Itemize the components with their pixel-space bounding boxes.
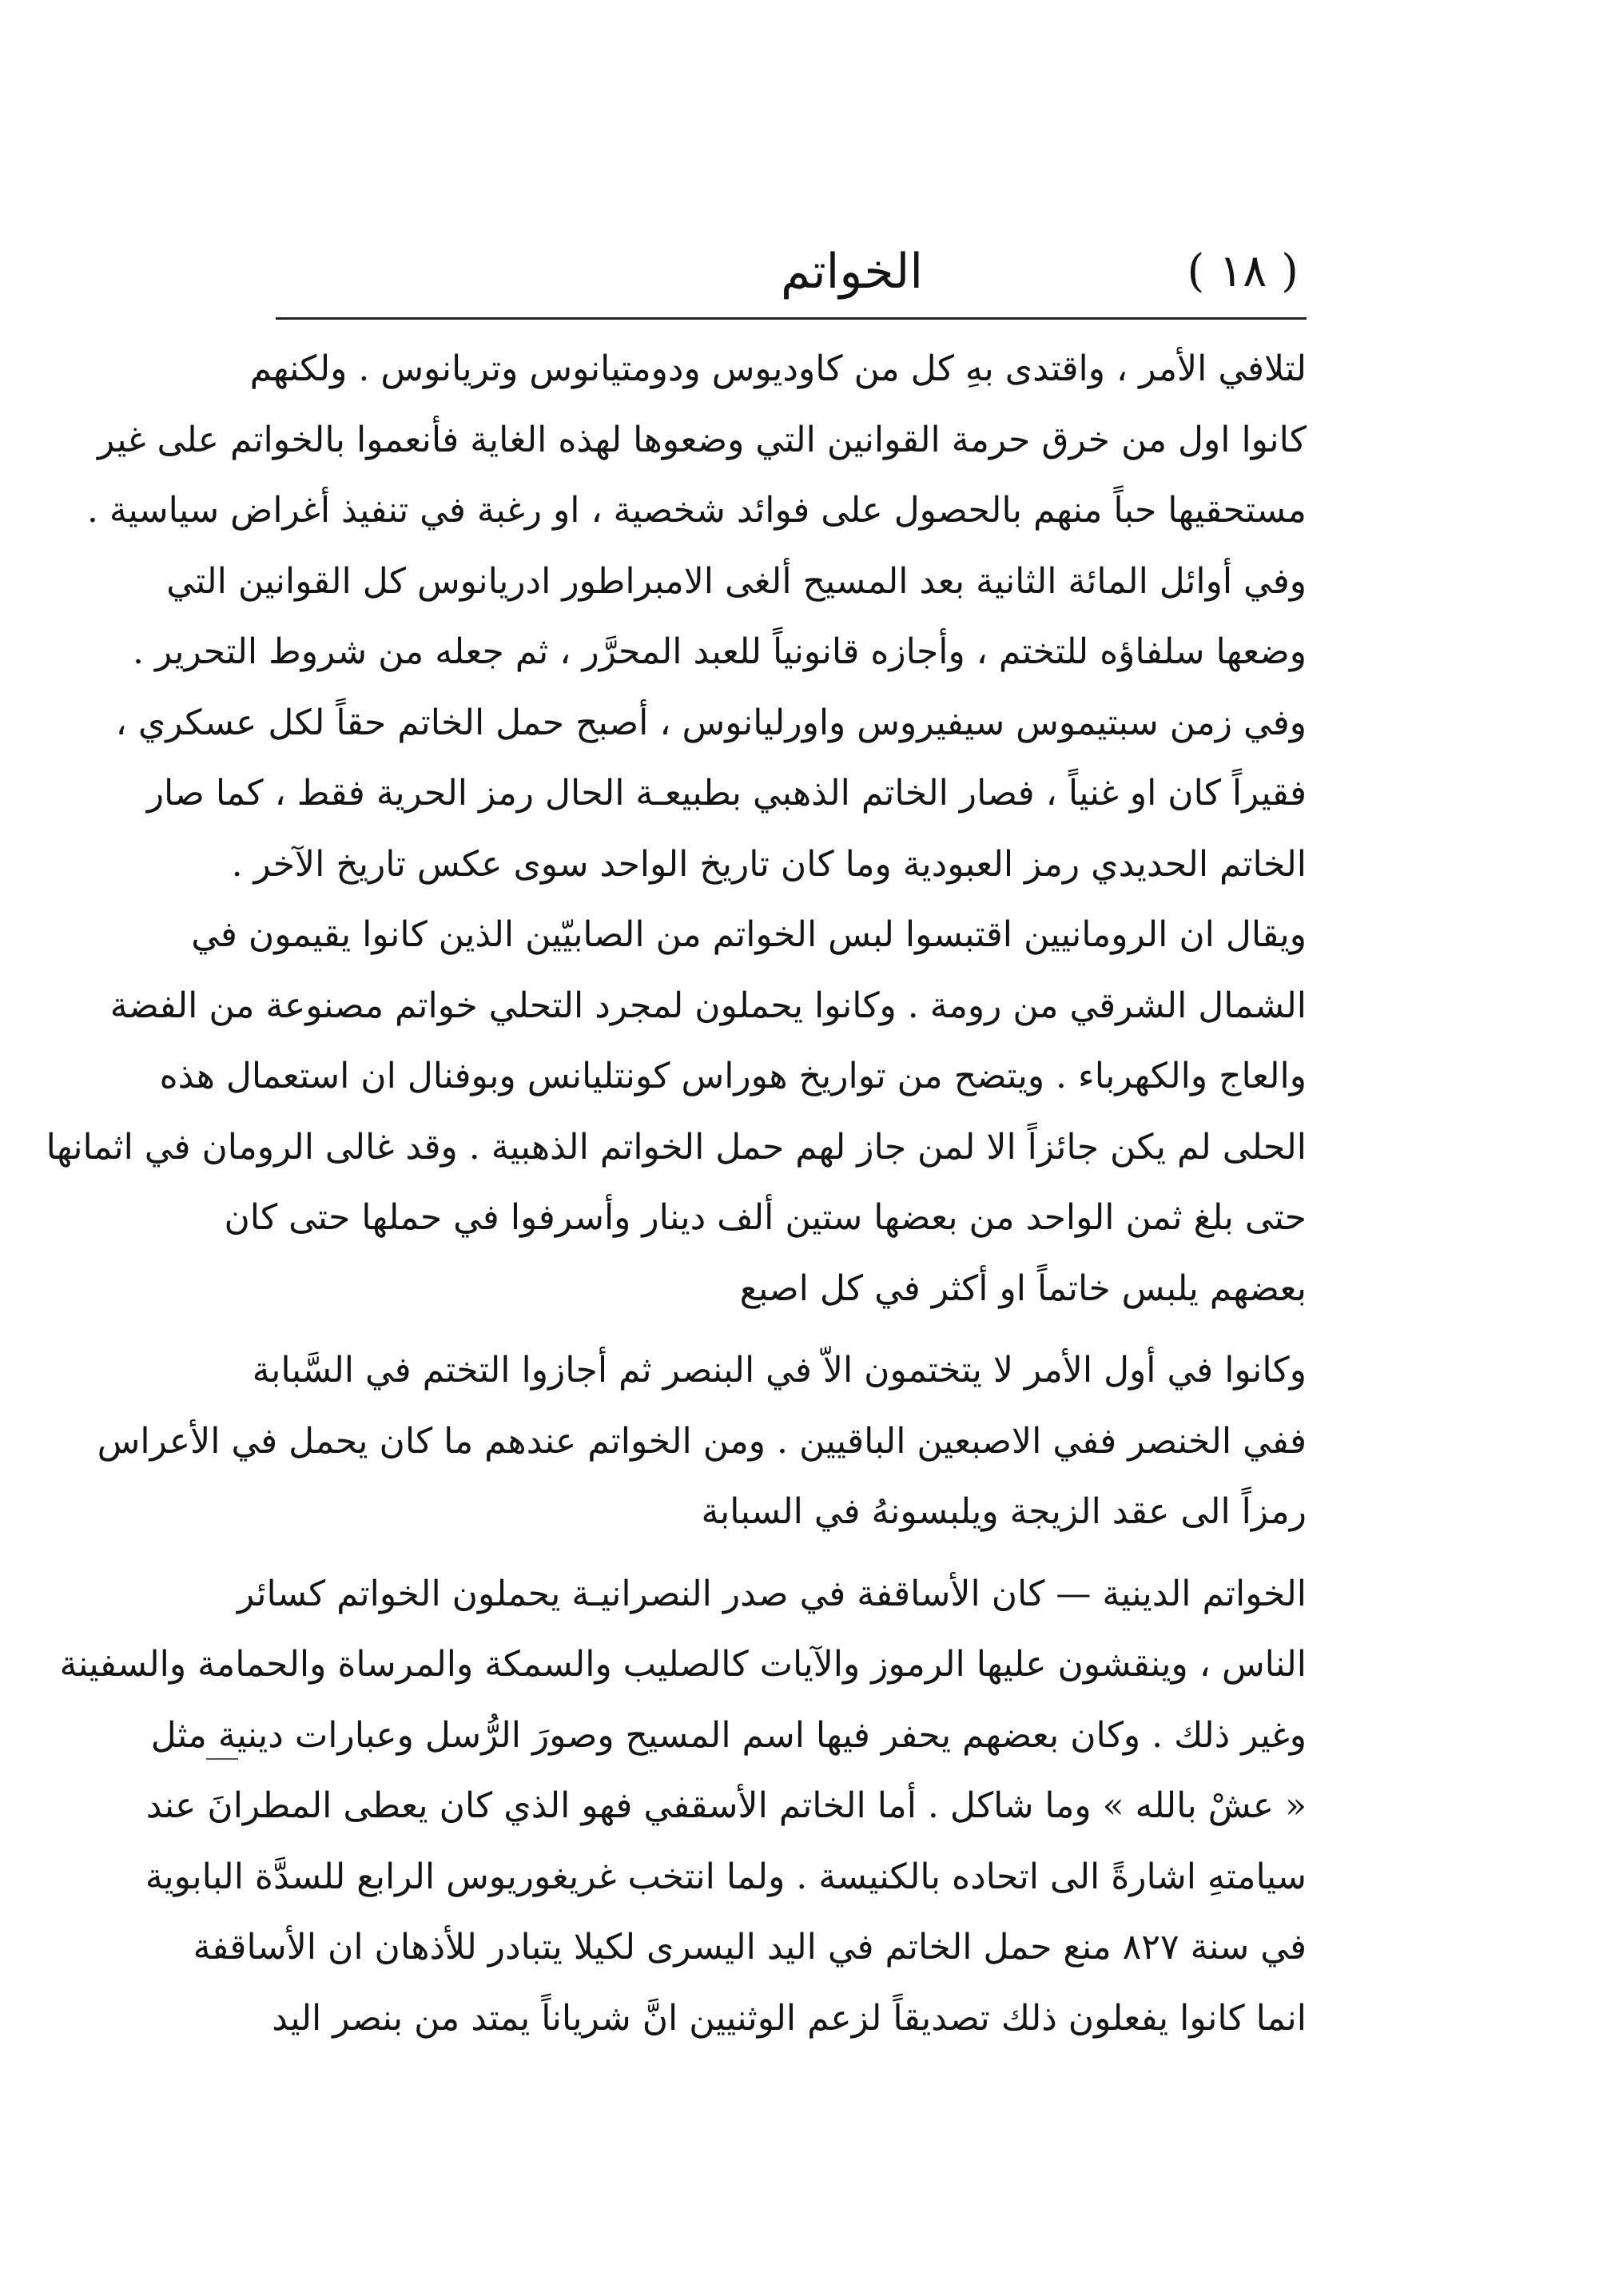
margin-mark bbox=[206, 1758, 238, 1760]
text-line: وفي زمن سبتيموس سيفيروس واورليانوس ، أصبح حمل الخاتم حقاً لكل عسكري ، bbox=[115, 702, 1307, 743]
text-line: كانوا اول من خرق حرمة القوانين التي وضعوها لهذه الغاية فأنعموا بالخواتم على غير bbox=[97, 419, 1307, 460]
paragraph bbox=[97, 1335, 1307, 1548]
paragraph bbox=[133, 547, 1307, 688]
text-line: وكانوا في أول الأمر لا يتختمون الاّ في البنصر ثم أجازوا التختم في السَّبابة bbox=[252, 1350, 1307, 1391]
running-header bbox=[276, 232, 1307, 312]
text-line: حتى بلغ ثمن الواحد من بعضها ستين ألف دينار وأسرفوا في حملها حتى كان bbox=[224, 1197, 1307, 1238]
text-line: انما كانوا يفعلون ذلك تصديقاً لزعم الوثنيين انَّ شرياناً يمتد من بنصر اليد bbox=[272, 1997, 1307, 2039]
header-rule bbox=[276, 317, 1307, 320]
text-line: وغير ذلك . وكان بعضهم يحفر فيها اسم المسيح وصورَ الرُّسل وعبارات دينية مثل bbox=[150, 1714, 1307, 1756]
paragraph-spacer bbox=[276, 1548, 1307, 1559]
paragraph-spacer bbox=[276, 1324, 1307, 1335]
text-line: « عشْ بالله » وما شاكل . أما الخاتم الأسقفي فهو الذي كان يعطى المطرانَ عند bbox=[145, 1785, 1307, 1826]
text-line: لتلافي الأمر ، واقتدى بهِ كل من كاوديوس ودومتيانوس وتريانوس . ولكنهم bbox=[249, 348, 1307, 389]
text-line: سيامتهِ اشارةً الى اتحاده بالكنيسة . ولما انتخب غريغوريوس الرابع للسدَّة البابوية bbox=[145, 1856, 1307, 1897]
text-line: الناس ، وينقشون عليها الرموز والآيات كالصليب والسمكة والمرساة والحمامة والسفينة bbox=[59, 1644, 1307, 1685]
text-line: ففي الخنصر ففي الاصبعين الباقيين . ومن الخواتم عندهم ما كان يحمل في الأعراس bbox=[97, 1420, 1307, 1462]
text-line: والعاج والكهرباء . ويتضح من تواريخ هوراس كونتليانس وبوفنال ان استعمال هذه bbox=[159, 1056, 1307, 1096]
paragraph bbox=[46, 900, 1307, 1324]
text-line: فقيراً كان او غنياً ، فصار الخاتم الذهبي بطبيعـة الحال رمز الحرية فقط ، كما صار bbox=[146, 773, 1307, 814]
paragraph bbox=[86, 334, 1307, 547]
text-line: الخاتم الحديدي رمز العبودية وما كان تاريخ الواحد سوى عكس تاريخ الآخر . bbox=[231, 843, 1307, 885]
paragraph bbox=[59, 1559, 1307, 2055]
text-line: وضعها سلفاؤه للتختم ، وأجازه قانونياً للعبد المحرَّر ، ثم جعله من شروط التحرير . bbox=[133, 631, 1307, 672]
text-line: وفي أوائل المائة الثانية بعد المسيح ألغى الامبراطور ادريانوس كل القوانين التي bbox=[166, 560, 1307, 602]
page-number: ( ١٨ ) bbox=[1187, 245, 1299, 297]
paragraph bbox=[115, 688, 1307, 901]
text-line: مستحقيها حباً منهم بالحصول على فوائد شخصية ، او رغبة في تنفيذ أغراض سياسية . bbox=[86, 490, 1307, 531]
text-line: رمزاً الى عقد الزيجة ويلبسونهُ في السبابة bbox=[701, 1491, 1307, 1532]
page-title: الخواتم bbox=[781, 244, 923, 300]
text-line: ويقال ان الرومانيين اقتبسوا لبس الخواتم من الصابيّين الذين كانوا يقيمون في bbox=[191, 914, 1307, 955]
text-line: الخواتم الدينية — كان الأساقفة في صدر النصرانيـة يحملون الخواتم كسائر bbox=[237, 1573, 1307, 1614]
text-line: الشمال الشرقي من رومة . وكانوا يحملون لمجرد التحلي خواتم مصنوعة من الفضة bbox=[109, 985, 1307, 1026]
text-line: الحلى لم يكن جائزاً الا لمن جاز لهم حمل الخواتم الذهبية . وقد غالى الرومان في اثمانها bbox=[46, 1126, 1307, 1168]
text-line: في سنة ٨٢٧ منع حمل الخاتم في اليد اليسرى لكيلا يتبادر للأذهان ان الأساقفة bbox=[193, 1927, 1307, 1968]
text-line: بعضهم يلبس خاتماً او أكثر في كل اصبع bbox=[739, 1267, 1307, 1309]
body-text bbox=[46, 334, 1307, 2054]
